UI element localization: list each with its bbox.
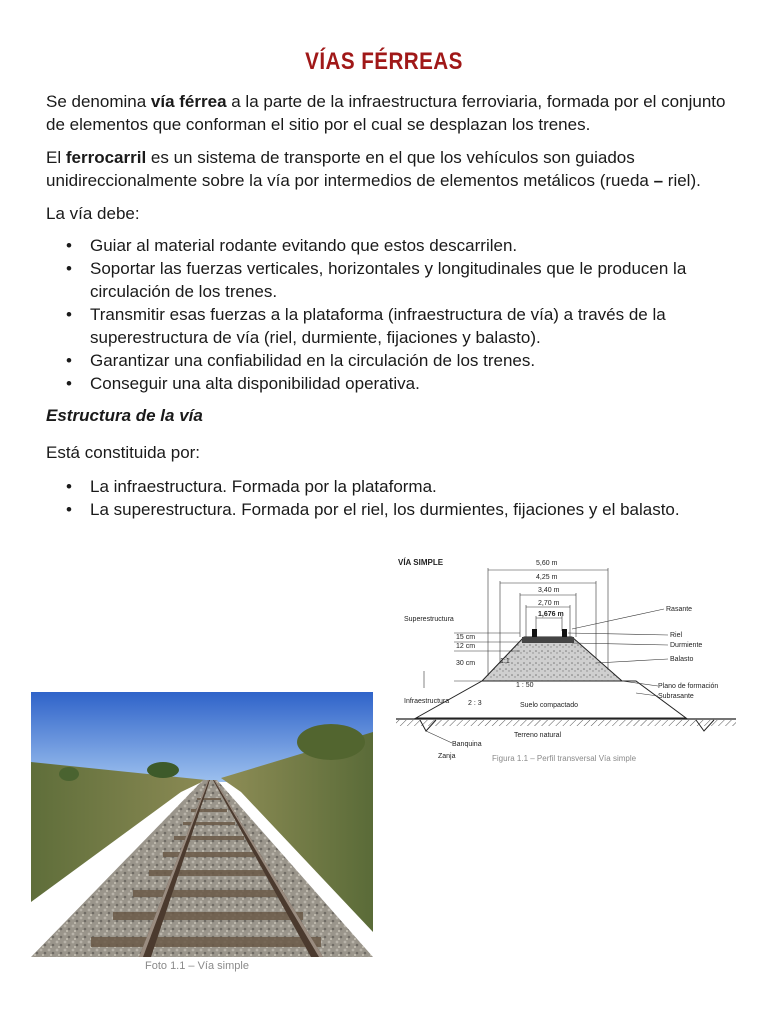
page-title: VÍAS FÉRREAS [305, 48, 463, 75]
left-label: 12 cm [456, 643, 476, 650]
slope-label: 1:1 [500, 658, 510, 665]
leader-line [426, 731, 452, 743]
left-label: 30 cm [456, 660, 476, 667]
list-item: • La superestructura. Formada por el riel, los durmientes, fijaciones y el balasto. [46, 498, 736, 521]
left-label: Infraestructura [404, 698, 450, 705]
right-label: Riel [670, 632, 683, 639]
text-run: riel). [663, 171, 701, 190]
list-item: • Guiar al material rodante evitando que estos descarrilen. [46, 234, 736, 257]
track-cross-section-diagram [396, 553, 736, 773]
bottom-label: Zanja [438, 753, 456, 760]
dim-label: 4,25 m [536, 574, 558, 581]
ground-hatch [396, 720, 736, 726]
distant-tree [59, 767, 79, 781]
list-item: • La infraestructura. Formada por la plataforma. [46, 475, 736, 498]
duties-list [46, 234, 736, 395]
dim-label: 5,60 m [536, 560, 558, 567]
slope-label: 1 : 50 [516, 682, 534, 689]
right-label: Plano de formación [658, 683, 719, 690]
text-run: es un sistema de transporte en el que los vehículos son guiados unidireccionalmente sobre la vía por intermedios de elementos metálicos (rueda [46, 148, 654, 190]
right-label: Balasto [670, 656, 694, 663]
structure-list [46, 475, 736, 521]
intro-paragraph-1 [46, 90, 736, 136]
inner-label: Suelo compactado [520, 702, 578, 709]
left-label: Superestructura [404, 616, 454, 623]
right-label: Subrasante [658, 693, 694, 700]
intro-paragraph-3: La vía debe: [46, 204, 140, 223]
bold-term-via-ferrea: vía férrea [150, 92, 227, 111]
right-label: Rasante [666, 606, 693, 613]
rail-shape [532, 629, 537, 637]
subgrade-fill [416, 681, 686, 718]
sleeper-shape [522, 637, 574, 643]
railway-photo-illustration [31, 692, 373, 957]
list-item: • Conseguir una alta disponibilidad operativa. [46, 372, 736, 395]
figure-heading: VÍA SIMPLE [398, 558, 444, 567]
slope-label: 2 : 3 [468, 700, 482, 707]
text-run: Se denomina [46, 92, 151, 111]
figure-caption: Figura 1.1 – Perfil transversal Vía simple [492, 754, 637, 763]
rail-shape [562, 629, 567, 637]
dim-label: 2,70 m [538, 600, 560, 607]
intro-paragraph-2 [46, 146, 736, 192]
structure-intro: Está constituida por: [46, 443, 201, 462]
list-item: • Soportar las fuerzas verticales, horizontales y longitudinales que le producen la circulación de los trenes. [46, 257, 736, 303]
bold-term-ferrocarril: ferrocarril [65, 148, 147, 167]
left-label: 15 cm [456, 634, 476, 641]
railway-photo [31, 692, 373, 957]
text-run: a la parte de la infraestructura ferroviaria, formada por el conjunto de elementos que conforman el sitio por el cual se desplazan los trenes. [46, 92, 726, 134]
distant-tree [297, 724, 365, 760]
distant-tree [147, 762, 179, 778]
text-run: El [46, 148, 66, 167]
section-heading: Estructura de la vía [46, 406, 203, 425]
photo-caption: Foto 1.1 – Vía simple [145, 960, 249, 972]
inner-label: Terreno natural [514, 732, 562, 739]
dim-label: 3,40 m [538, 587, 560, 594]
bold-dash: – [653, 171, 664, 190]
list-item: • Garantizar una confiabilidad en la circulación de los trenes. [46, 349, 736, 372]
bottom-label: Banquina [452, 741, 482, 748]
right-label: Durmiente [670, 642, 703, 649]
dim-label: 1,676 m [538, 611, 564, 618]
list-item: • Transmitir esas fuerzas a la plataforma (infraestructura de vía) a través de la superestructura de vía (riel, durmiente, fijaciones y balasto). [46, 303, 736, 349]
